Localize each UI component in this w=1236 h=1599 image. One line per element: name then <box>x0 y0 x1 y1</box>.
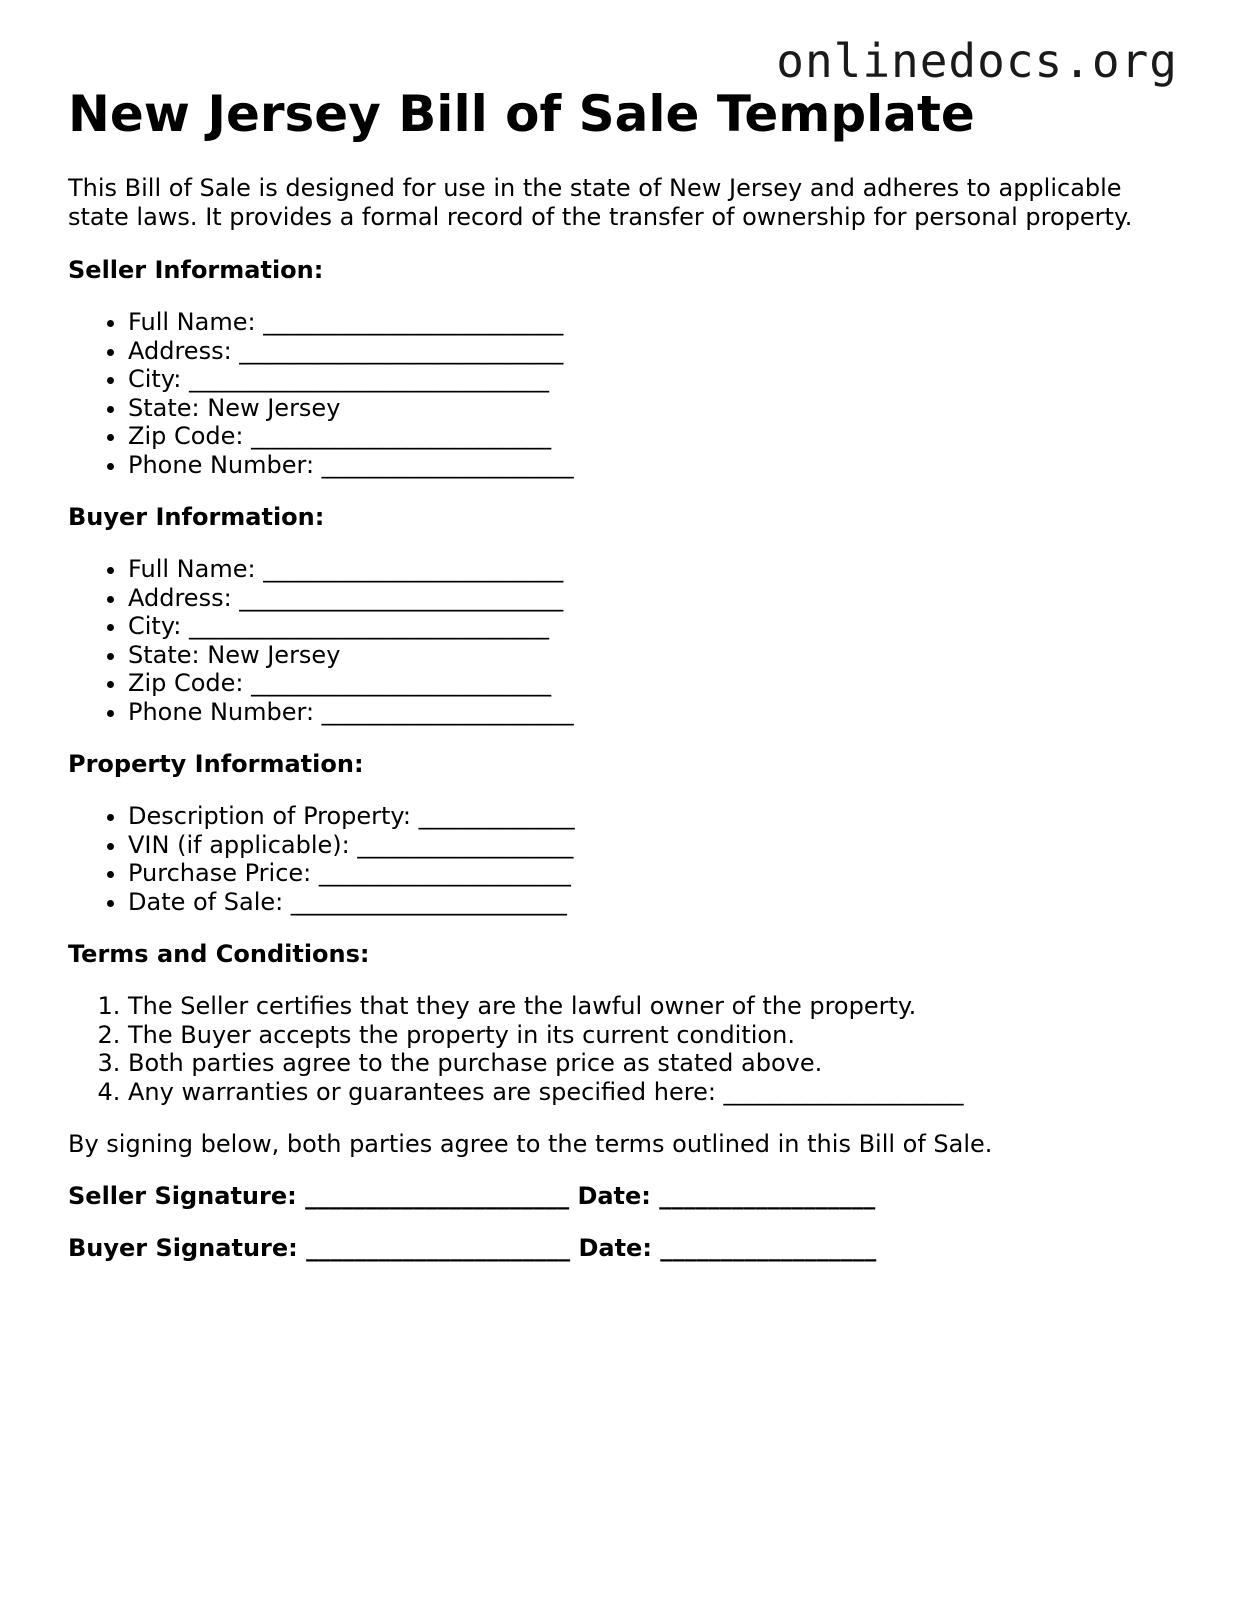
document-page <box>68 84 1188 1263</box>
property-list <box>68 802 1188 916</box>
terms-list <box>68 992 1188 1106</box>
terms-item: 4. Any warranties or guarantees are specified here: ____________________ <box>128 1078 1188 1107</box>
buyer-list <box>68 555 1188 726</box>
buyer-address: • Address: ___________________________ <box>128 584 1188 613</box>
buyer-phone-number: • Phone Number: _____________________ <box>128 698 1188 727</box>
seller-signature-line: Seller Signature: ______________________ Date: __________________ <box>68 1182 876 1210</box>
seller-heading: Seller Information: <box>68 256 324 284</box>
terms-item: 1. The Seller certifies that they are the lawful owner of the property. <box>128 992 1188 1021</box>
closing-paragraph: By signing below, both parties agree to the terms outlined in this Bill of Sale. <box>68 1130 993 1158</box>
buyer-heading: Buyer Information: <box>68 503 325 531</box>
seller-city: • City: ______________________________ <box>128 365 1188 394</box>
intro-paragraph: This Bill of Sale is designed for use in the state of New Jersey and adheres to applicable state laws. It provides a formal record of the transfer of ownership for personal property. <box>68 174 1133 231</box>
seller-phone-number: • Phone Number: _____________________ <box>128 451 1188 480</box>
buyer-state: • State: New Jersey <box>128 641 1188 670</box>
watermark: onlinedocs.org <box>776 34 1178 88</box>
buyer-full-name: • Full Name: _________________________ <box>128 555 1188 584</box>
buyer-zip-code: • Zip Code: _________________________ <box>128 669 1188 698</box>
property-date-of-sale: • Date of Sale: _______________________ <box>128 888 1188 917</box>
seller-address: • Address: ___________________________ <box>128 337 1188 366</box>
property-description: • Description of Property: _____________ <box>128 802 1188 831</box>
property-vin: • VIN (if applicable): __________________ <box>128 831 1188 860</box>
property-heading: Property Information: <box>68 750 364 778</box>
seller-list <box>68 308 1188 479</box>
seller-zip-code: • Zip Code: _________________________ <box>128 422 1188 451</box>
seller-full-name: • Full Name: _________________________ <box>128 308 1188 337</box>
buyer-city: • City: ______________________________ <box>128 612 1188 641</box>
terms-item: 3. Both parties agree to the purchase price as stated above. <box>128 1049 1188 1078</box>
seller-state: • State: New Jersey <box>128 394 1188 423</box>
terms-item: 2. The Buyer accepts the property in its current condition. <box>128 1021 1188 1050</box>
page-title: New Jersey Bill of Sale Template <box>68 85 975 143</box>
property-purchase-price: • Purchase Price: _____________________ <box>128 859 1188 888</box>
terms-heading: Terms and Conditions: <box>68 940 370 968</box>
buyer-signature-line: Buyer Signature: ______________________ Date: __________________ <box>68 1234 877 1262</box>
